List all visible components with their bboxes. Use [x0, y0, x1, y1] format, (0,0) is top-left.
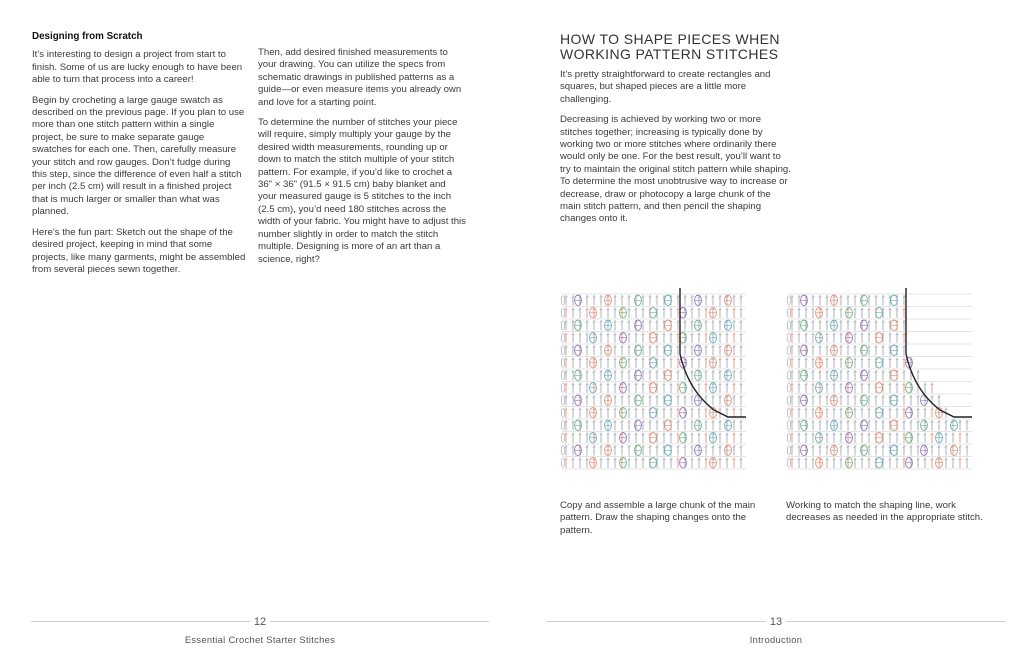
paragraph: It’s interesting to design a project from start to finish. Some of us are lucky enough to have been able to turn that process into a career!	[32, 49, 243, 86]
paragraph: Begin by crocheting a large gauge swatch as described on the previous page. If you plan to use more than one stitch pattern within a single project, be sure to make separate gauge swatches for each one. Then, carefully measure your stitch and row gauges. Don’t fudge during this step, since the difference of even half a stitch per inch (2.5 cm) will result in a finished project that is much larger or smaller than what was planned.	[32, 94, 245, 218]
edge-chain	[787, 383, 791, 392]
edge-chain	[561, 321, 565, 330]
caption-before: Copy and assemble a large chunk of the main pattern. Draw the shaping changes onto the pattern.	[560, 500, 756, 536]
edge-chain	[561, 458, 565, 467]
footer-right	[547, 612, 1005, 645]
footer-left	[31, 612, 489, 645]
left-column-1	[32, 31, 246, 284]
page-number: 12	[250, 616, 270, 628]
edge-chain	[561, 333, 565, 342]
edge-chain	[787, 433, 791, 442]
edge-chain	[787, 446, 791, 455]
stitch-chart-before	[556, 286, 752, 482]
edge-chain	[787, 346, 791, 355]
footer-label: Introduction	[749, 634, 803, 645]
paragraph: Decreasing is achieved by working two or more stitches together; increasing is typically done by working two or more stitches where ordinarily there would only be one. For the best result, you’ll want to try to maintain the original stitch pattern while shaping. To determine the most unobtrusive way to increase or decrease, draw or photocopy a large chunk of the main stitch pattern, and then pencil the shaping changes onto it.	[560, 114, 791, 225]
page-number: 13	[766, 616, 786, 628]
paragraph: It’s pretty straightforward to create rectangles and squares, but shaped pieces are a little more challenging.	[560, 69, 771, 105]
edge-chain	[787, 321, 791, 330]
edge-chain	[561, 346, 565, 355]
edge-chain	[561, 296, 565, 305]
edge-chain	[787, 421, 791, 430]
edge-chain	[787, 458, 791, 467]
stitch-grid	[561, 294, 746, 469]
edge-chain	[561, 383, 565, 392]
edge-chain	[561, 421, 565, 430]
edge-chain	[561, 408, 565, 417]
edge-chain	[561, 396, 565, 405]
edge-chain	[561, 433, 565, 442]
caption-after: Working to match the shaping line, work decreases as needed in the appropriate stitch.	[786, 500, 983, 524]
paragraph: Here’s the fun part: Sketch out the shape of the desired project, keeping in mind that some projects, like many garments, might be assembled from several pieces sewn together.	[32, 226, 246, 275]
edge-chain	[561, 446, 565, 455]
footer-label: Essential Crochet Starter Stitches	[184, 634, 336, 645]
edge-chain	[787, 333, 791, 342]
edge-chain	[787, 358, 791, 367]
paragraph: To determine the number of stitches your piece will require, simply multiply your gauge by the desired width measurements, rounding up or down to match the stitch multiple of your stitch pattern. For example, if you’d like to crochet a 36" × 36" (91.5 × 91.5 cm) baby blanket and your measured gauge is 5 stitches to the inch (2.5 cm), you’d need 180 stitches across the width of your fabric. You might have to adjust this number slightly in order to match the stitch multiple. Designing is more of an art than a science, right?	[258, 117, 466, 265]
edge-chain	[787, 396, 791, 405]
edge-chain	[561, 358, 565, 367]
paragraph: Then, add desired finished measurements to your drawing. You can utilize the specs from schematic drawings in published patterns as a guide—or even measure items you already own and love for a starting point.	[258, 47, 462, 108]
stitch-grid	[787, 294, 972, 469]
left-column-2	[258, 47, 466, 274]
edge-chain	[561, 308, 565, 317]
section-heading: Designing from Scratch	[32, 31, 143, 42]
edge-chain	[787, 371, 791, 380]
stitch-chart-after	[782, 286, 978, 482]
right-column	[560, 32, 792, 234]
edge-chain	[561, 371, 565, 380]
edge-chain	[787, 308, 791, 317]
edge-chain	[787, 296, 791, 305]
edge-chain	[787, 408, 791, 417]
page-title: HOW TO SHAPE PIECES WHEN WORKING PATTERN STITCHES	[560, 31, 780, 62]
